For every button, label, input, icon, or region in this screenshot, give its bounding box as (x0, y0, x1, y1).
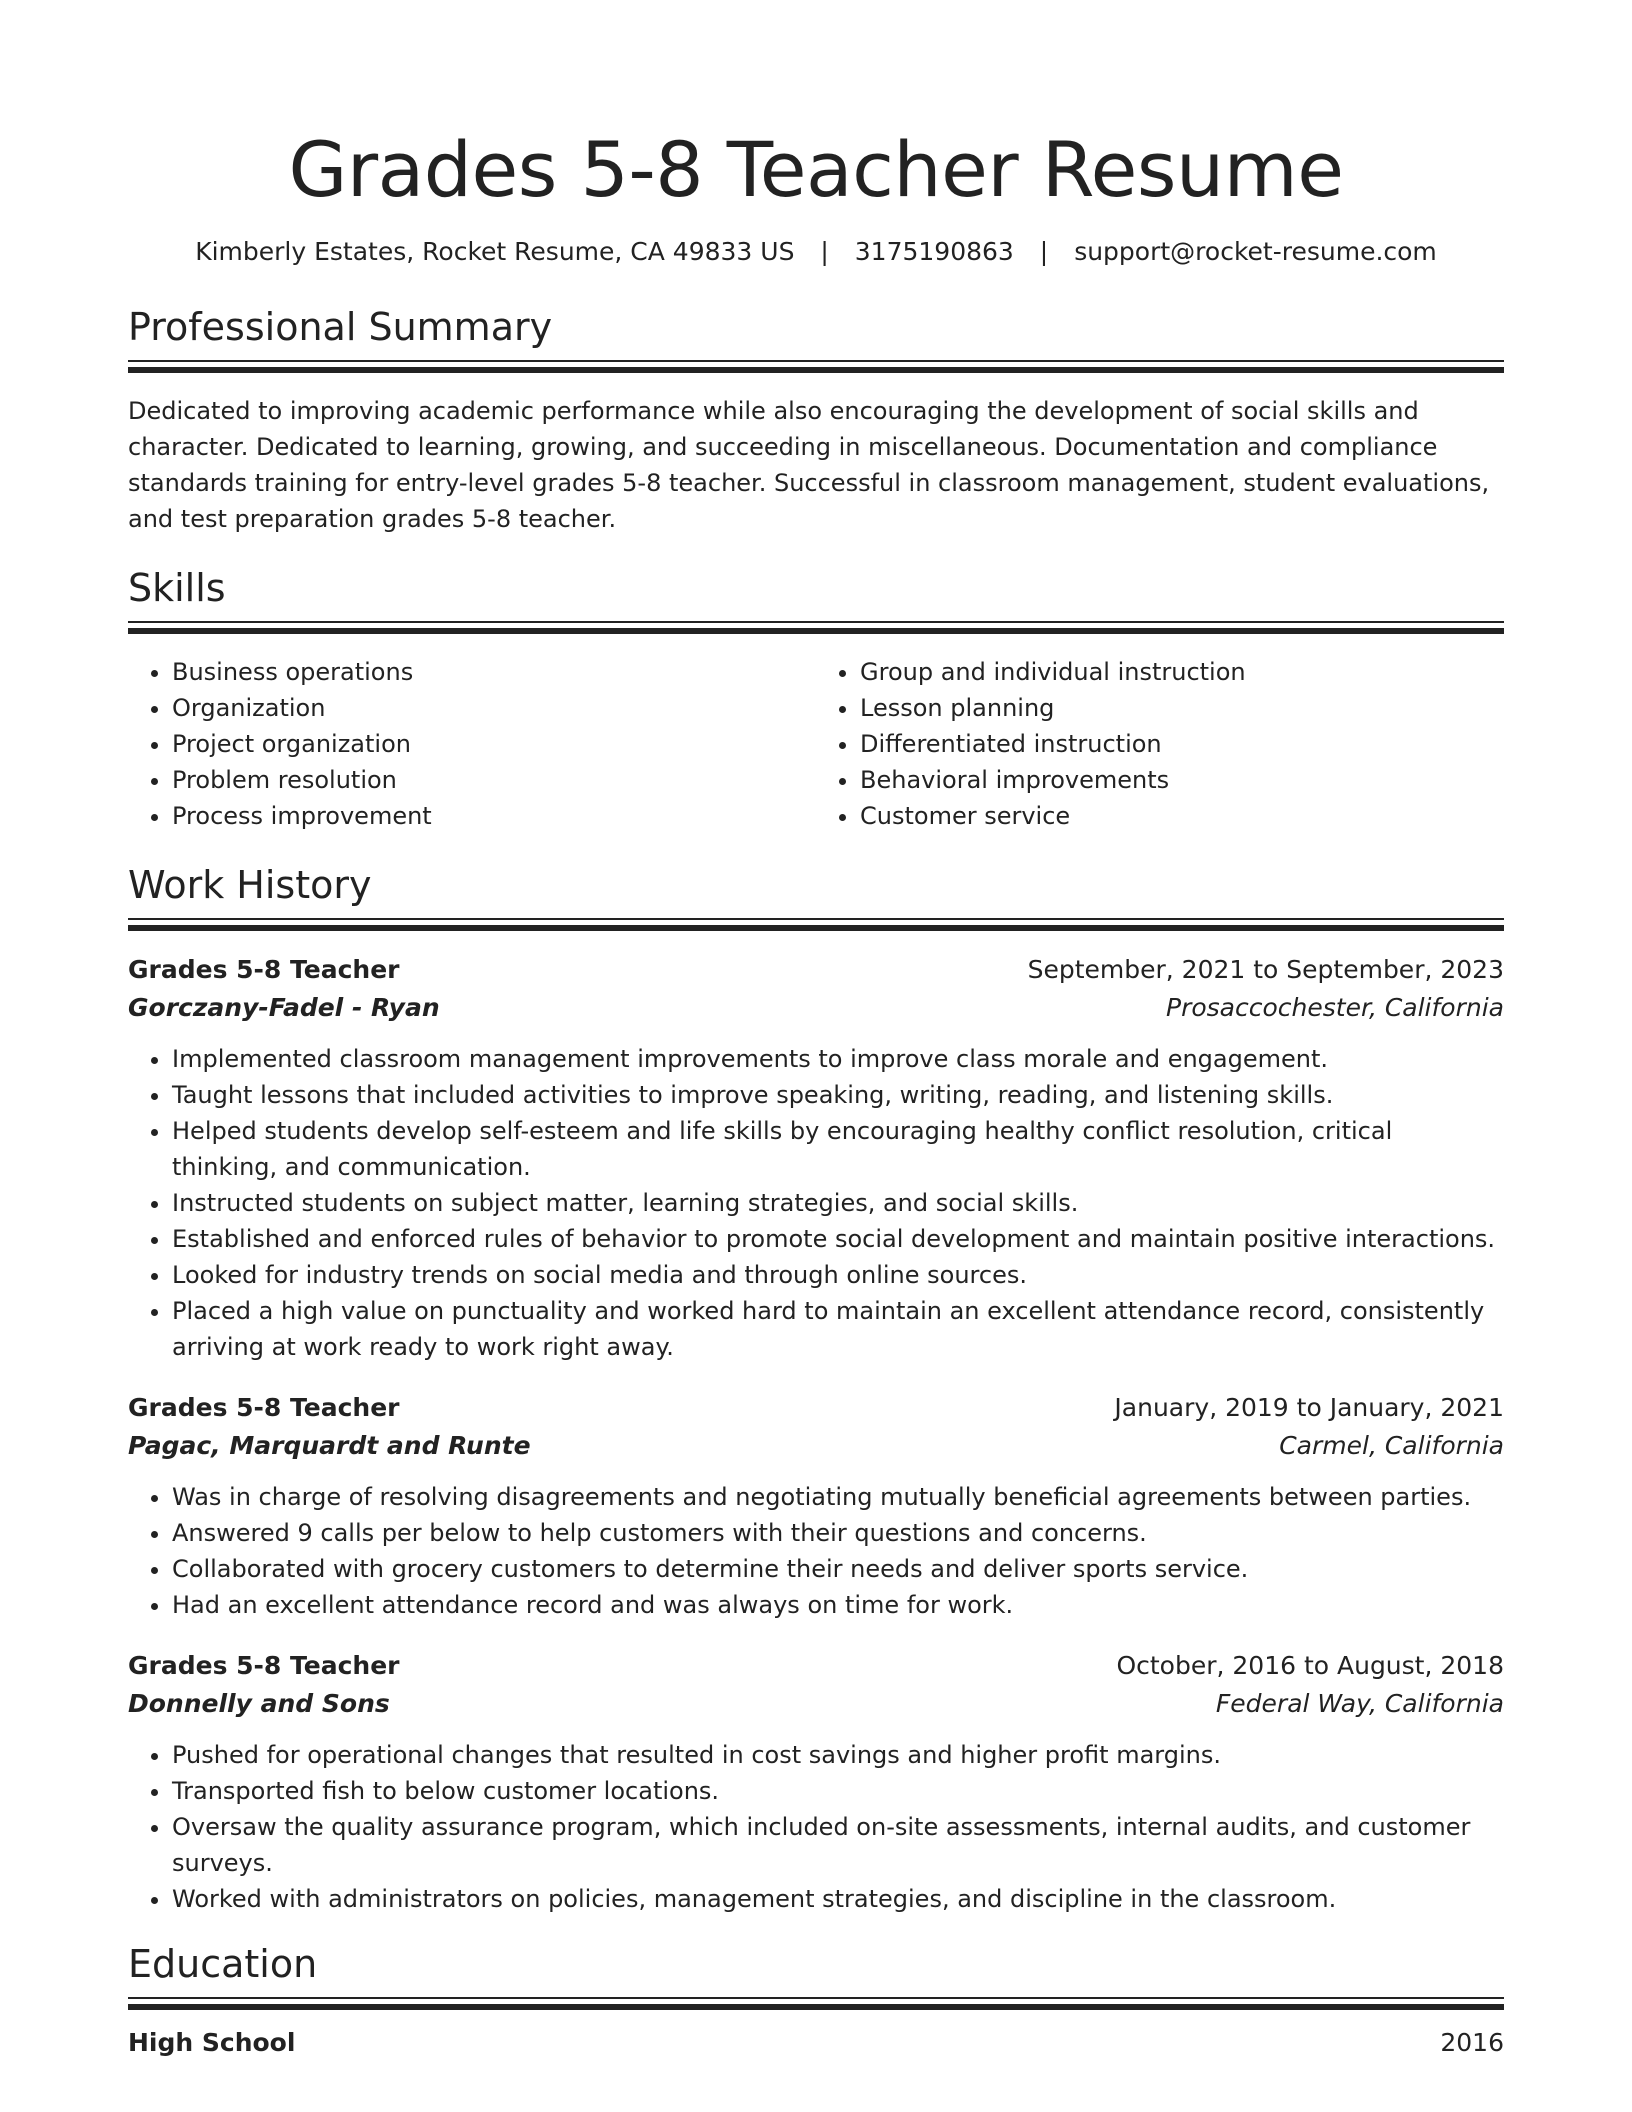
section-divider (128, 621, 1504, 634)
job-entry (128, 1647, 1504, 1917)
job-bullet: • Collaborated with grocery customers to determine their needs and deliver sports service. (172, 1551, 1504, 1587)
job-title: Grades 5-8 Teacher (128, 1393, 400, 1422)
job-bullet: • Implemented classroom management improvements to improve class morale and engagement. (172, 1041, 1504, 1077)
job-bullets (128, 1479, 1504, 1623)
job-subheader (128, 1685, 1504, 1723)
contact-separator: | (1039, 237, 1049, 266)
job-bullet: • Placed a high value on punctuality and worked hard to maintain an excellent attendance record, consistently arriving at work ready to work right away. (172, 1293, 1504, 1365)
contact-address: Kimberly Estates, Rocket Resume, CA 49833 US (195, 237, 795, 266)
summary-heading: Professional Summary (128, 305, 553, 349)
job-bullet: • Helped students develop self-esteem and life skills by encouraging healthy conflict resolution, critical thinking, and communication. (172, 1113, 1504, 1185)
summary-section (128, 304, 1504, 537)
job-bullets (128, 1041, 1504, 1365)
job-bullet: • Instructed students on subject matter, learning strategies, and social skills. (172, 1185, 1504, 1221)
job-bullet: • Taught lessons that included activities to improve speaking, writing, reading, and listening skills. (172, 1077, 1504, 1113)
job-dates: September, 2021 to September, 2023 (1027, 955, 1504, 984)
contact-email: support@rocket-resume.com (1074, 237, 1437, 266)
job-subheader (128, 1427, 1504, 1465)
job-header (128, 1389, 1504, 1427)
job-bullet: • Had an excellent attendance record and was always on time for work. (172, 1587, 1504, 1623)
skill-item: • Process improvement (172, 798, 816, 834)
education-entry (128, 2024, 1504, 2062)
job-title: Grades 5-8 Teacher (128, 1651, 400, 1680)
skill-item: • Group and individual instruction (860, 654, 1504, 690)
job-entry (128, 951, 1504, 1365)
education-heading: Education (128, 1942, 318, 1986)
job-bullet: • Was in charge of resolving disagreements and negotiating mutually beneficial agreements between parties. (172, 1479, 1504, 1515)
skill-item: • Customer service (860, 798, 1504, 834)
job-location: Carmel, California (1279, 1431, 1504, 1460)
job-location: Prosaccochester, California (1166, 993, 1504, 1022)
skill-item: • Differentiated instruction (860, 726, 1504, 762)
job-subheader (128, 989, 1504, 1027)
job-company: Donnelly and Sons (128, 1689, 390, 1718)
education-year: 2016 (1440, 2028, 1504, 2057)
job-entry (128, 1389, 1504, 1623)
work-history-section (128, 862, 1504, 1917)
job-bullet: • Pushed for operational changes that resulted in cost savings and higher profit margins. (172, 1737, 1504, 1773)
job-bullet: • Answered 9 calls per below to help customers with their questions and concerns. (172, 1515, 1504, 1551)
job-bullet: • Looked for industry trends on social media and through online sources. (172, 1257, 1504, 1293)
job-header (128, 951, 1504, 989)
education-degree: High School (128, 2028, 296, 2057)
job-header (128, 1647, 1504, 1685)
skill-item: • Project organization (172, 726, 816, 762)
job-bullet: • Worked with administrators on policies, management strategies, and discipline in the classroom. (172, 1881, 1504, 1917)
skill-item: • Lesson planning (860, 690, 1504, 726)
contact-separator: | (820, 237, 829, 266)
contact-line (128, 236, 1504, 268)
contact-phone: 3175190863 (854, 237, 1014, 266)
job-bullet: • Established and enforced rules of behavior to promote social development and maintain positive interactions. (172, 1221, 1504, 1257)
education-section (128, 1941, 1504, 2062)
resume-title: Grades 5-8 Teacher Resume (288, 125, 1344, 214)
skills-section (128, 565, 1504, 834)
skill-item: • Organization (172, 690, 816, 726)
job-title: Grades 5-8 Teacher (128, 955, 400, 984)
job-bullet: • Transported fish to below customer locations. (172, 1773, 1504, 1809)
skills-columns (128, 654, 1504, 834)
job-company: Gorczany-Fadel - Ryan (128, 993, 440, 1022)
summary-text: Dedicated to improving academic performance while also encouraging the development of social skills and character. Dedicated to learning, growing, and succeeding in miscellaneous. Documentation and compliance standards training for entry-level grades 5-8 teacher. Successful in classroom management, student evaluations, and test preparation grades 5-8 teacher. (128, 397, 1490, 533)
job-location: Federal Way, California (1215, 1689, 1504, 1718)
skills-list-left (128, 654, 816, 834)
job-dates: October, 2016 to August, 2018 (1116, 1651, 1504, 1680)
section-divider (128, 918, 1504, 931)
work-history-heading: Work History (128, 863, 372, 907)
skills-list-right (816, 654, 1504, 834)
job-bullet: • Oversaw the quality assurance program, which included on-site assessments, internal audits, and customer surveys. (172, 1809, 1504, 1881)
section-divider (128, 360, 1504, 373)
skills-heading: Skills (128, 566, 226, 610)
job-company: Pagac, Marquardt and Runte (128, 1431, 531, 1460)
skill-item: • Problem resolution (172, 762, 816, 798)
skill-item: • Behavioral improvements (860, 762, 1504, 798)
job-bullets (128, 1737, 1504, 1917)
section-divider (128, 1997, 1504, 2010)
job-dates: January, 2019 to January, 2021 (1114, 1393, 1504, 1422)
skill-item: • Business operations (172, 654, 816, 690)
